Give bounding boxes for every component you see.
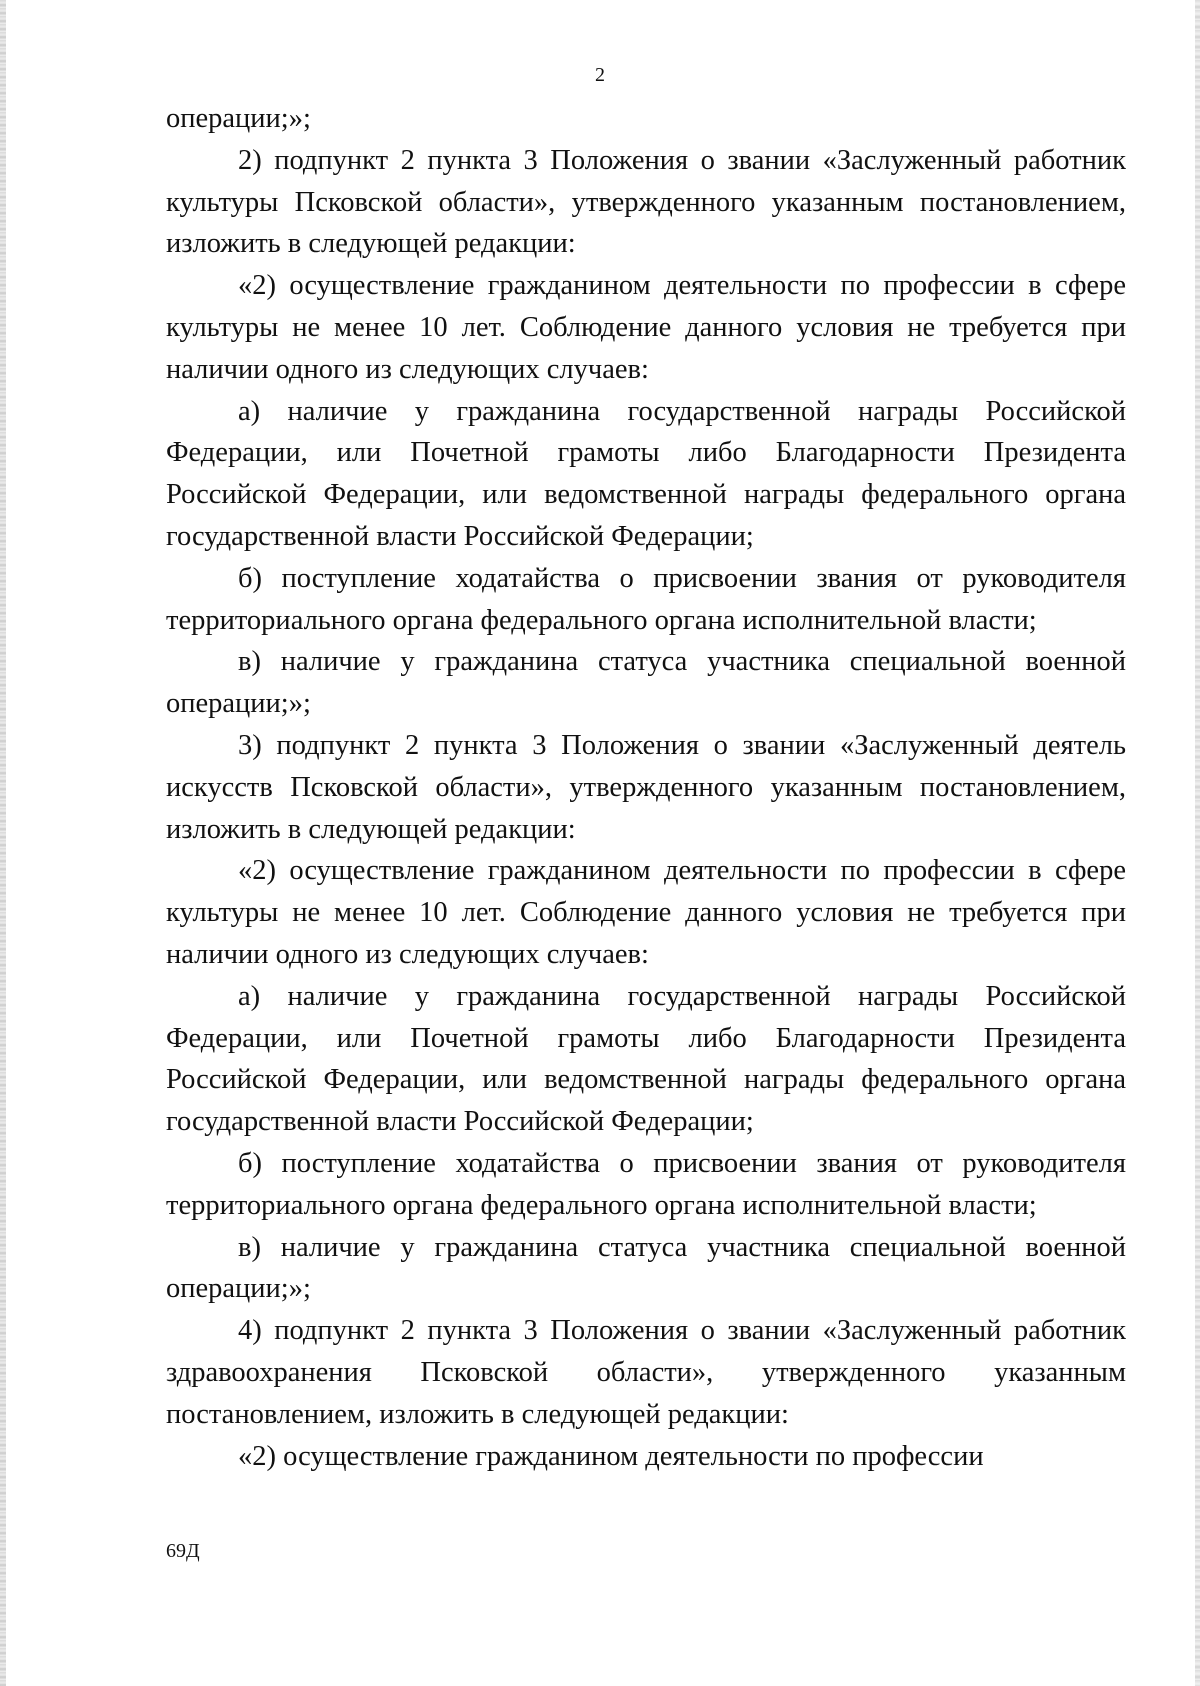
- paragraph: в) наличие у гражданина статуса участника специальной военной операции;»;: [166, 646, 1126, 720]
- page-number: 2: [595, 64, 605, 86]
- paragraph: «2) осуществление гражданином деятельности по профессии: [238, 1440, 984, 1472]
- paragraph: «2) осуществление гражданином деятельности по профессии в сфере культуры не менее 10 лет. Соблюдение данного условия не требуется при наличии одного из следующих случаев:: [166, 855, 1126, 970]
- paragraph: а) наличие у гражданина государственной награды Российской Федерации, или Почетной грамоты либо Благодарности Президента Российской Федерации, или ведомственной награды федерального органа государственной власти Российской Федерации;: [166, 395, 1126, 552]
- paragraph: «2) осуществление гражданином деятельности по профессии в сфере культуры не менее 10 лет. Соблюдение данного условия не требуется при наличии одного из следующих случаев:: [166, 270, 1126, 385]
- scan-edge-left: [0, 0, 6, 1686]
- document-code: 69Д: [166, 1540, 200, 1562]
- paragraph: б) поступление ходатайства о присвоении звания от руководителя территориального органа федерального органа исполнительной власти;: [166, 1147, 1126, 1221]
- paragraph: б) поступление ходатайства о присвоении звания от руководителя территориального органа федерального органа исполнительной власти;: [166, 562, 1126, 636]
- paragraph: а) наличие у гражданина государственной награды Российской Федерации, или Почетной грамоты либо Благодарности Президента Российской Федерации, или ведомственной награды федерального органа государственной власти Российской Федерации;: [166, 980, 1126, 1138]
- document-body: [166, 98, 1126, 1477]
- paragraph: в) наличие у гражданина статуса участника специальной военной операции;»;: [166, 1231, 1126, 1305]
- paragraph: операции;»;: [166, 103, 311, 134]
- scan-edge-right: [1195, 0, 1200, 1686]
- paragraph: 4) подпункт 2 пункта 3 Положения о звании «Заслуженный работник здравоохранения Псковской области», утвержденного указанным постановлением, изложить в следующей редакции:: [166, 1315, 1126, 1430]
- paragraph: 3) подпункт 2 пункта 3 Положения о звании «Заслуженный деятель искусств Псковской области», утвержденного указанным постановлением, изложить в следующей редакции:: [166, 729, 1126, 845]
- paragraph: 2) подпункт 2 пункта 3 Положения о звании «Заслуженный работник культуры Псковской области», утвержденного указанным постановлением, изложить в следующей редакции:: [166, 144, 1126, 260]
